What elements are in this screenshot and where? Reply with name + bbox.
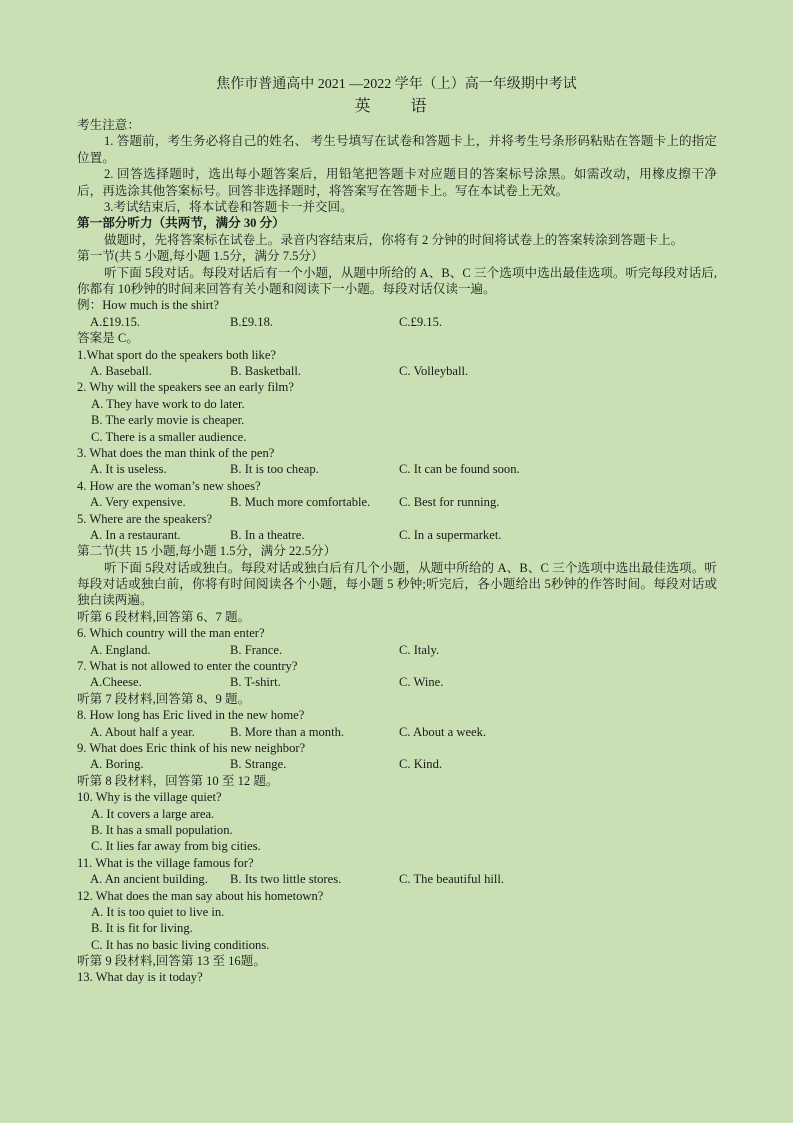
option-c: C. About a week. [399,724,487,739]
question-6: 6. Which country will the man enter? [77,626,265,641]
section1-heading: 第一节(共 5 小题,每小题 1.5分，满分 7.5分） [77,249,324,264]
option-a: A. It covers a large area. [91,806,215,821]
option-c: C. In a supermarket. [399,527,502,542]
option-a: A. About half a year. [90,724,195,739]
material-6-heading: 听第 6 段材料,回答第 6、7 题。 [77,609,251,624]
option-a: A.Cheese. [90,675,142,690]
section1-instruction: 听下面 5段对话。每段对话后有一个小题，从题中所给的 A、B、C 三个选项中选出最佳选项。听完每段对话后,你都有 10秒钟的时间来回答有关小题和阅读下一小题。每段对话仅读一遍。 [77,265,717,297]
option-a: A.£19.15. [90,314,141,329]
example-question: 例：How much is the shirt? [77,298,220,313]
notice-item-1: 1. 答题前，考生务必将自己的姓名、 考生号填写在试卷和答题卡上，并将考生号条形码粘贴在答题卡上的指定位置。 [77,134,717,165]
option-b: B. France. [230,642,283,657]
material-8-heading: 听第 8 段材料，回答第 10 至 12 题。 [77,773,279,788]
example-options [77,314,717,330]
question-4: 4. How are the woman’s new shoes? [77,478,261,493]
option-b: B. It is fit for living. [91,921,193,936]
question-1-options [77,363,717,379]
option-a: A. They have work to do later. [91,396,245,411]
option-b: B. More than a month. [230,724,345,739]
option-c: C. It can be found soon. [399,462,520,477]
option-a: A. It is too quiet to live in. [91,904,225,919]
question-8: 8. How long has Eric lived in the new home? [77,708,305,723]
question-11-options [77,871,717,887]
notice-item-3: 3.考试结束后，将本试卷和答题卡一并交回。 [104,200,353,215]
option-a: A. In a restaurant. [90,527,181,542]
option-a: A. It is useless. [90,462,167,477]
option-b: B.£9.18. [230,314,274,329]
option-b: B. It has a small population. [91,822,233,837]
option-c: C.£9.15. [399,314,443,329]
question-9-options [77,756,717,772]
option-c: C. It lies far away from big cities. [91,839,261,854]
option-b: B. Much more comfortable. [230,495,371,510]
option-a: A. An ancient building. [90,872,208,887]
option-a: A. Boring. [90,757,144,772]
question-4-options [77,494,717,510]
option-b: B. Strange. [230,757,287,772]
option-a: A. Baseball. [90,363,152,378]
notice-item-2: 2. 回答选择题时，选出每小题答案后，用铅笔把答题卡对应题目的答案标号涂黑。如需改动，用橡皮擦干净后，再选涂其他答案标号。回答非选择题时，将答案写在答题卡上。写在本试卷上无效。 [77,167,717,198]
exam-content [77,117,717,986]
option-c: C. There is a smaller audience. [91,429,247,444]
question-7: 7. What is not allowed to enter the country? [77,659,298,674]
part1-heading: 第一部分听力（共两节，满分 30 分） [77,216,285,231]
question-1: 1.What sport do the speakers both like? [77,347,276,362]
question-5-options [77,527,717,543]
exam-title: 焦作市普通高中 2021 —2022 学年（上）高一年级期中考试 [216,77,577,92]
material-7-heading: 听第 7 段材料,回答第 8、9 题。 [77,691,251,706]
option-c: C. The beautiful hill. [399,872,505,887]
option-c: C. Wine. [399,675,444,690]
question-12: 12. What does the man say about his hometown? [77,888,324,903]
option-b: B. It is too cheap. [230,462,319,477]
section2-instruction: 听下面 5段对话或独白。每段对话或独白后有几个小题，从题中所给的 A、B、C 三个选项中选出最佳选项。听每段对话或独白前，你将有时间阅读各个小题，每小题 5 秒钟;听完后，各小题给出 5秒钟的作答时间。每段对话或独白读两遍。 [77,560,717,608]
section2-heading: 第二节(共 15 小题,每小题 1.5分，满分 22.5分） [77,544,337,559]
example-answer: 答案是 C。 [77,331,139,346]
option-c: C. Italy. [399,642,440,657]
notice-heading: 考生注意： [77,118,140,132]
question-11: 11. What is the village famous for? [77,855,254,870]
option-b: B. Basketball. [230,363,302,378]
option-b: B. In a theatre. [230,527,305,542]
question-7-options [77,674,717,690]
option-c: C. Best for running. [399,495,500,510]
question-5: 5. Where are the speakers? [77,511,213,526]
question-9: 9. What does Eric think of his new neighbor? [77,741,306,756]
option-b: B. T-shirt. [230,675,281,690]
option-c: C. It has no basic living conditions. [91,937,270,952]
exam-subject: 英 语 [354,98,439,115]
material-9-heading: 听第 9 段材料,回答第 13 至 16题。 [77,954,266,969]
option-c: C. Kind. [399,757,443,772]
question-6-options [77,642,717,658]
question-8-options [77,724,717,740]
option-a: A. England. [90,642,151,657]
option-a: A. Very expensive. [90,495,186,510]
question-13: 13. What day is it today? [77,970,203,985]
option-b: B. The early movie is cheaper. [91,413,245,428]
part1-instruction: 做题时，先将答案标在试卷上。录音内容结束后，你将有 2 分钟的时间将试卷上的答案转涂到答题卡上。 [104,232,684,247]
question-2: 2. Why will the speakers see an early film? [77,380,294,395]
question-10: 10. Why is the village quiet? [77,790,222,805]
option-b: B. Its two little stores. [230,872,342,887]
question-3-options [77,461,717,477]
option-c: C. Volleyball. [399,363,469,378]
question-3: 3. What does the man think of the pen? [77,445,275,460]
